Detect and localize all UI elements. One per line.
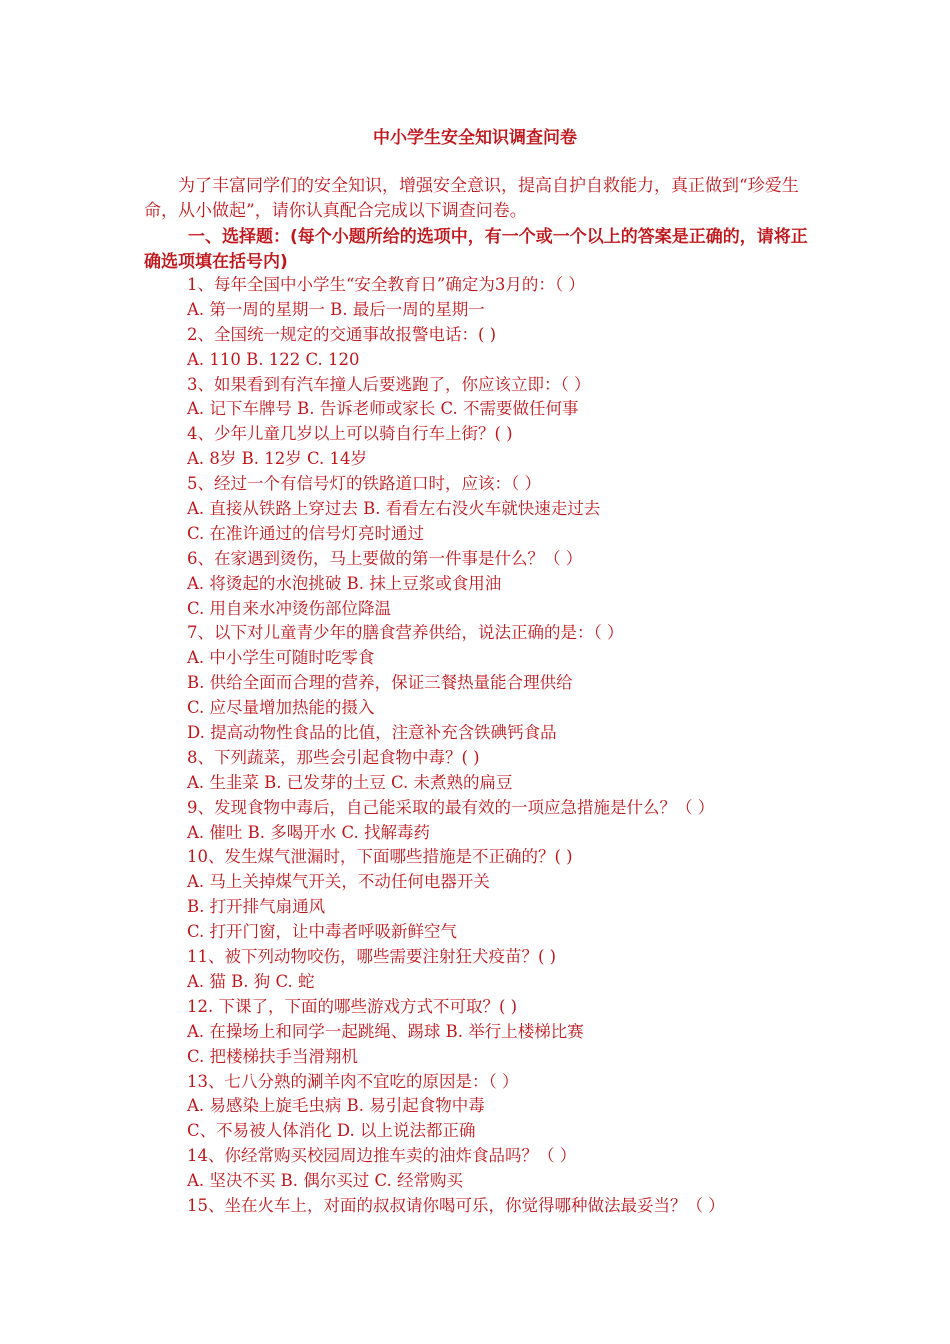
question-line: 13、七八分熟的涮羊肉不宜吃的原因是：（ ） xyxy=(187,1071,519,1091)
option-line: C. 应尽量增加热能的摄入 xyxy=(187,698,375,718)
option-line: A. 记下车牌号 B. 告诉老师或家长 C. 不需要做任何事 xyxy=(187,399,579,419)
option-line: B. 打开排气扇通风 xyxy=(187,897,326,917)
option-line: C、不易被人体消化 D. 以上说法都正确 xyxy=(187,1121,476,1141)
question-line: 7、以下对儿童青少年的膳食营养供给，说法正确的是：（ ） xyxy=(187,623,624,643)
question-line: 11、被下列动物咬伤，哪些需要注射狂犬疫苗？( ) xyxy=(187,947,557,967)
question-line: 4、少年儿童几岁以上可以骑自行车上街？( ) xyxy=(187,424,513,444)
question-line: 5、经过一个有信号灯的铁路道口时，应该：（ ） xyxy=(187,474,541,494)
option-line: A. 8岁 B. 12岁 C. 14岁 xyxy=(187,449,368,469)
option-line: B. 供给全面而合理的营养，保证三餐热量能合理供给 xyxy=(187,673,573,693)
document-title: 中小学生安全知识调查问卷 xyxy=(373,128,577,148)
option-line: C. 打开门窗，让中毒者呼吸新鲜空气 xyxy=(187,922,458,942)
section-heading: 一、选择题：(每个小题所给的选项中，有一个或一个以上的答案是正确的，请将正确选项填在括号内) xyxy=(144,227,808,272)
question-line: 3、如果看到有汽车撞人后要逃跑了，你应该立即：（ ） xyxy=(187,374,591,394)
question-line: 1、每年全国中小学生“安全教育日”确定为3月的：（ ） xyxy=(187,275,585,294)
option-line: C. 用自来水冲烫伤部位降温 xyxy=(187,598,392,618)
option-line: A. 直接从铁路上穿过去 B. 看看左右没火车就快速走过去 xyxy=(187,499,601,519)
question-line: 9、发现食物中毒后，自己能采取的最有效的一项应急措施是什么？（ ） xyxy=(187,797,715,817)
question-line: 2、全国统一规定的交通事故报警电话：( ) xyxy=(187,324,497,344)
question-line: 6、在家遇到烫伤，马上要做的第一件事是什么？（ ） xyxy=(187,548,583,568)
option-line: A. 中小学生可随时吃零食 xyxy=(187,648,375,668)
option-line: A. 易感染上旋毛虫病 B. 易引起食物中毒 xyxy=(187,1096,485,1116)
question-line: 14、你经常购买校园周边推车卖的油炸食品吗？（ ） xyxy=(187,1146,577,1166)
intro-paragraph: 为了丰富同学们的安全知识，增强安全意识，提高自护自救能力，真正做到“珍爱生命，从小做起”，请你认真配合完成以下调查问卷。 xyxy=(144,176,799,221)
option-line: A. 第一周的星期一 B. 最后一周的星期一 xyxy=(187,299,485,319)
option-line: C. 把楼梯扶手当滑翔机 xyxy=(187,1046,359,1066)
option-line: A. 坚决不买 B. 偶尔买过 C. 经常购买 xyxy=(187,1171,464,1191)
option-line: D. 提高动物性食品的比值，注意补充含铁碘钙食品 xyxy=(187,723,557,743)
question-line: 10、发生煤气泄漏时，下面哪些措施是不正确的？( ) xyxy=(187,847,573,867)
option-line: A. 猫 B. 狗 C. 蛇 xyxy=(187,971,315,991)
question-line: 12. 下课了，下面的哪些游戏方式不可取？( ) xyxy=(187,996,518,1016)
question-line: 8、下列蔬菜，那些会引起食物中毒？( ) xyxy=(187,747,480,767)
option-line: A. 催吐 B. 多喝开水 C. 找解毒药 xyxy=(187,822,431,842)
option-line: A. 生韭菜 B. 已发芽的土豆 C. 未煮熟的扁豆 xyxy=(187,772,513,792)
option-line: C. 在准许通过的信号灯亮时通过 xyxy=(187,523,425,543)
question-list xyxy=(187,273,827,1219)
option-line: A. 110 B. 122 C. 120 xyxy=(187,349,360,369)
option-line: A. 马上关掉煤气开关，不动任何电器开关 xyxy=(187,872,490,892)
option-line: A. 将烫起的水泡挑破 B. 抹上豆浆或食用油 xyxy=(187,573,502,593)
option-line: A. 在操场上和同学一起跳绳、踢球 B. 举行上楼梯比赛 xyxy=(187,1021,584,1041)
question-line: 15、坐在火车上，对面的叔叔请你喝可乐，你觉得哪种做法最妥当？（ ） xyxy=(187,1195,725,1215)
